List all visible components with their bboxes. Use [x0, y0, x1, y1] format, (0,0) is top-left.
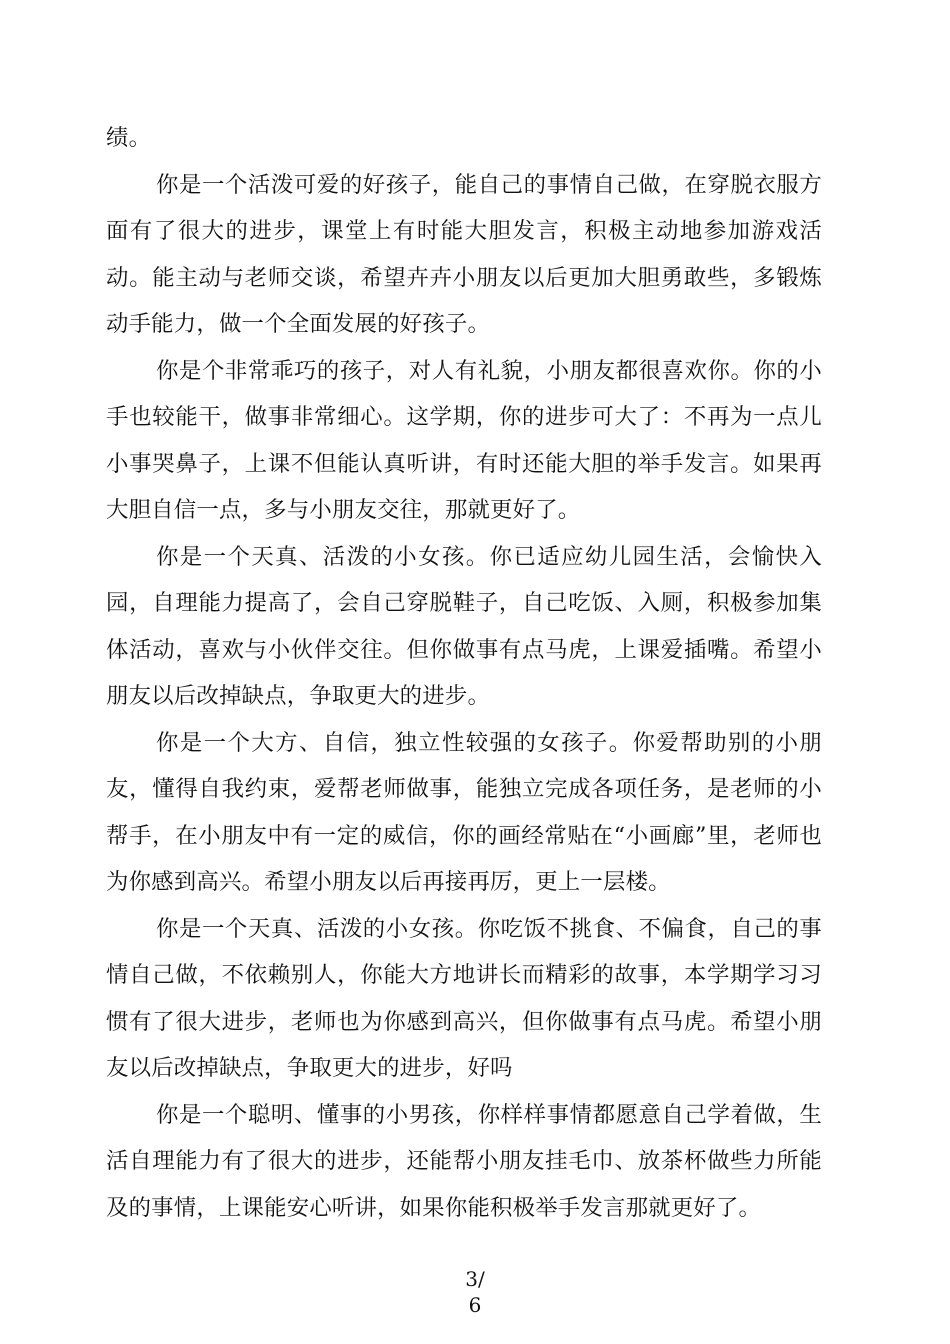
paragraph-comment-4: 你是一个大方、自信，独立性较强的女孩子。你爱帮助别的小朋友，懂得自我约束，爱帮老师做事，能独立完成各项任务，是老师的小帮手，在小朋友中有一定的威信，你的画经常贴在“小画廊”里，老师也为你感到高兴。希望小朋友以后再接再厉，更上一层楼。: [106, 729, 822, 895]
page-number-current: 3/: [465, 1267, 485, 1291]
paragraph-comment-6: 你是一个聪明、懂事的小男孩，你样样事情都愿意自己学着做，生活自理能力有了很大的进步，还能帮小朋友挂毛巾、放茶杯做些力所能及的事情，上课能安心听讲，如果你能积极举手发言那就更好了。: [106, 1101, 822, 1221]
page-number-total: 6: [468, 1293, 482, 1317]
page-number: [0, 1266, 950, 1318]
document-body: [106, 115, 822, 1231]
paragraph-comment-5: 你是一个天真、活泼的小女孩。你吃饭不挑食、不偏食，自己的事情自己做，不依赖别人，你能大方地讲长而精彩的故事，本学期学习习惯有了很大进步，老师也为你感到高兴，但你做事有点马虎。希望小朋友以后改掉缺点，争取更大的进步，好吗: [106, 915, 822, 1081]
paragraph-comment-3: 你是一个天真、活泼的小女孩。你已适应幼儿园生活，会愉快入园，自理能力提高了，会自己穿脱鞋子，自己吃饭、入厕，积极参加集体活动，喜欢与小伙伴交往。但你做事有点马虎，上课爱插嘴。希望小朋友以后改掉缺点，争取更大的进步。: [106, 543, 822, 709]
paragraph-comment-1: 你是一个活泼可爱的好孩子，能自己的事情自己做，在穿脱衣服方面有了很大的进步，课堂上有时能大胆发言，积极主动地参加游戏活动。能主动与老师交谈，希望卉卉小朋友以后更加大胆勇敢些，多锻炼动手能力，做一个全面发展的好孩子。: [106, 171, 822, 337]
paragraph-comment-2: 你是个非常乖巧的孩子，对人有礼貌，小朋友都很喜欢你。你的小手也较能干，做事非常细心。这学期，你的进步可大了：不再为一点儿小事哭鼻子，上课不但能认真听讲，有时还能大胆的举手发言。如果再大胆自信一点，多与小朋友交往，那就更好了。: [106, 357, 822, 523]
paragraph-continuation: 绩。: [106, 125, 152, 151]
